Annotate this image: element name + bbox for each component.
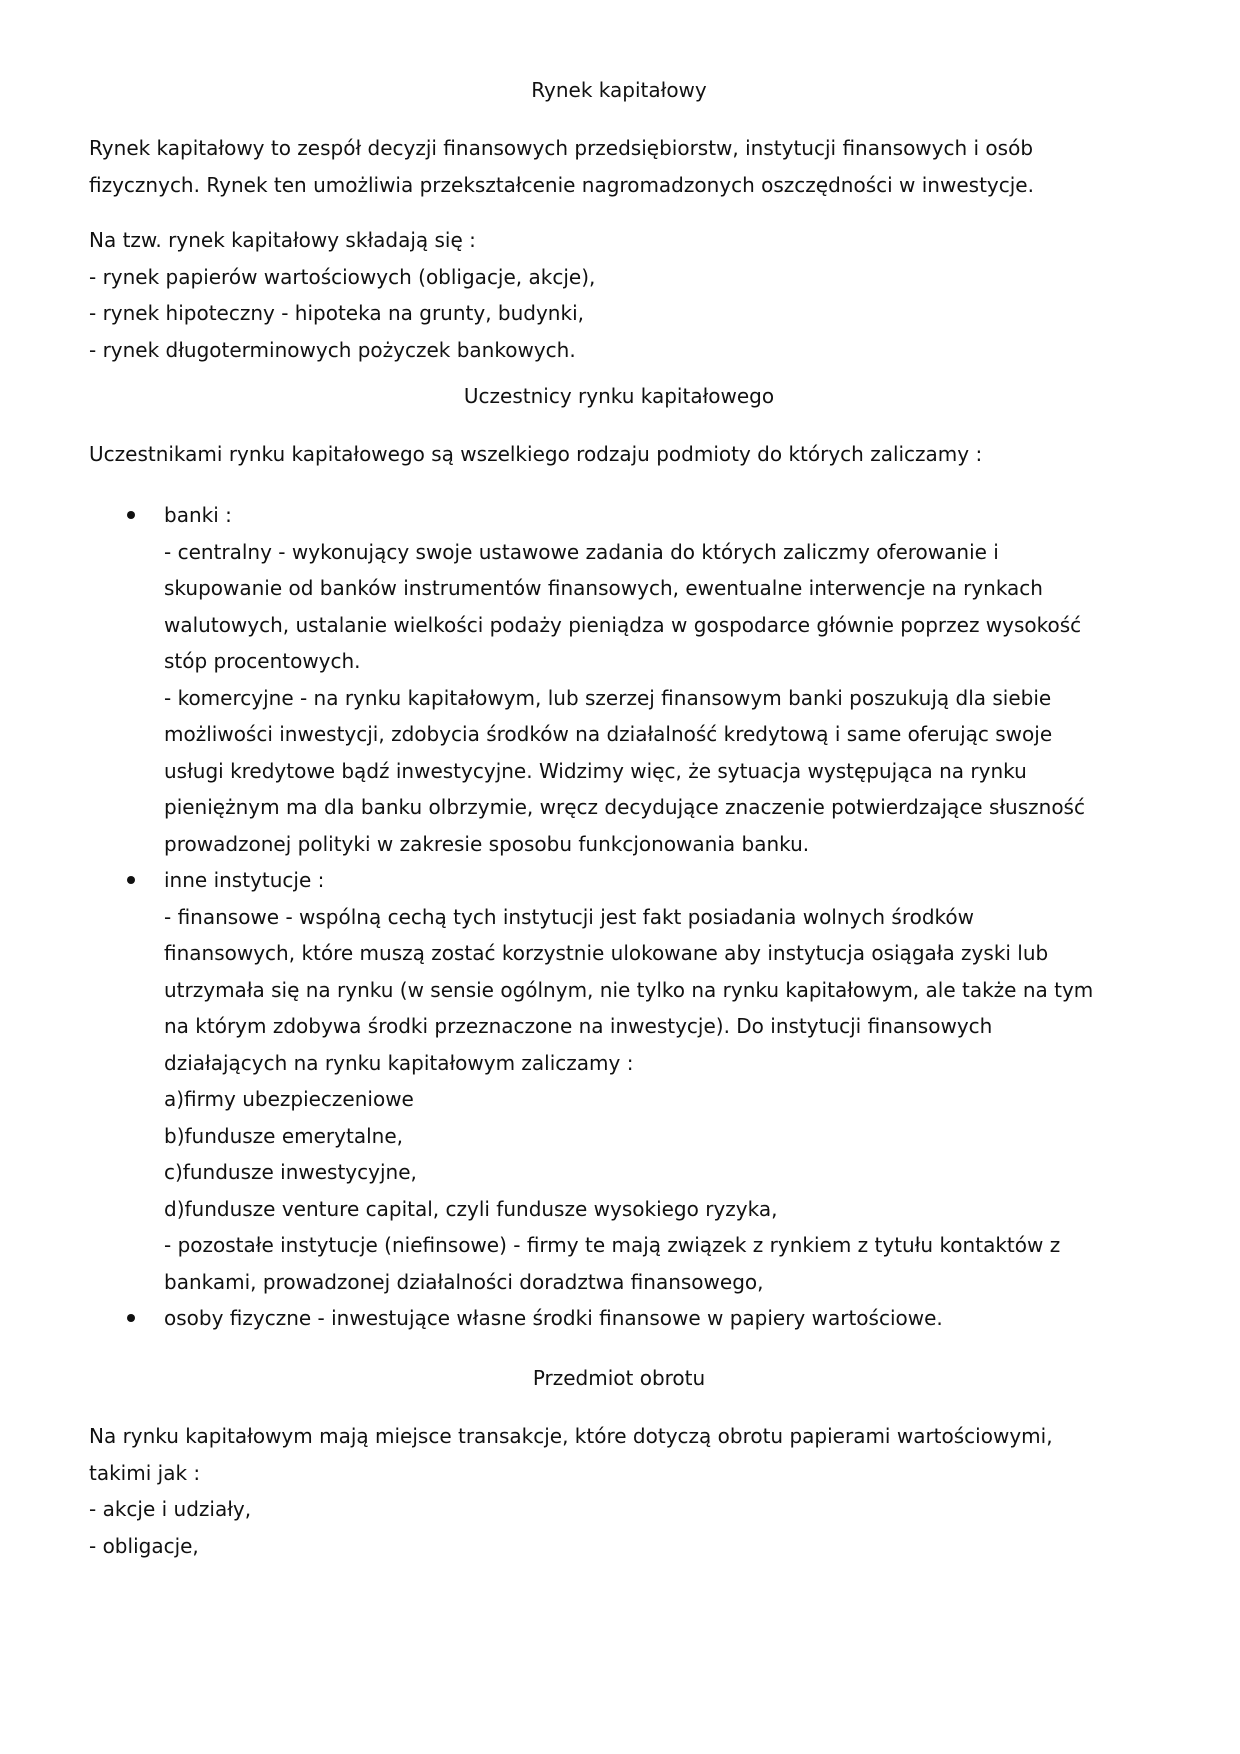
text-line: bankami, prowadzonej działalności doradztwa finansowego, bbox=[164, 1269, 764, 1294]
text-line: finansowych, które muszą zostać korzystnie ulokowane aby instytucja osiągała zyski lub bbox=[164, 941, 1049, 965]
text-line: b)fundusze emerytalne, bbox=[164, 1123, 403, 1148]
text-line: osoby fizyczne - inwestujące własne środki finansowe w papiery wartościowe. bbox=[164, 1306, 943, 1330]
text-line: Rynek kapitałowy to zespół decyzji finansowych przedsiębiorstw, instytucji finansowych i osób bbox=[89, 136, 1034, 160]
bullet-icon bbox=[127, 511, 135, 519]
components-paragraph bbox=[89, 222, 595, 368]
text-line: skupowanie od banków instrumentów finansowych, ewentualne interwencje na rynkach bbox=[164, 576, 1043, 600]
text-line: na którym zdobywa środki przeznaczone na inwestycje). Do instytucji finansowych bbox=[164, 1014, 993, 1038]
section-heading-participants: Uczestnicy rynku kapitałowego bbox=[463, 384, 775, 408]
text-line: walutowych, ustalanie wielkości podaży pieniądza w gospodarce głównie poprzez wysokość bbox=[164, 612, 1082, 637]
text-line: c)fundusze inwestycyjne, bbox=[164, 1160, 417, 1184]
text-line: banki : bbox=[164, 503, 232, 527]
text-line: - rynek długoterminowych pożyczek bankowych. bbox=[89, 337, 576, 362]
text-line: d)fundusze venture capital, czyli fundusze wysokiego ryzyka, bbox=[164, 1196, 778, 1221]
bullet-item-individuals bbox=[164, 1300, 943, 1337]
text-line: prowadzonej polityki w zakresie sposobu funkcjonowania banku. bbox=[164, 831, 810, 856]
text-line: takimi jak : bbox=[89, 1460, 201, 1485]
bullet-icon bbox=[127, 876, 135, 884]
text-line: - centralny - wykonujący swoje ustawowe zadania do których zaliczmy oferowanie i bbox=[164, 539, 999, 564]
trading-object-paragraph bbox=[89, 1418, 1053, 1564]
bullet-item-other-institutions bbox=[164, 862, 1093, 1300]
text-line: Uczestnikami rynku kapitałowego są wszelkiego rodzaju podmioty do których zaliczamy : bbox=[89, 442, 983, 466]
text-line: - rynek papierów wartościowych (obligacje, akcje), bbox=[89, 264, 596, 289]
text-line: - rynek hipoteczny - hipoteka na grunty, budynki, bbox=[89, 301, 584, 325]
text-line: Na tzw. rynek kapitałowy składają się : bbox=[89, 228, 476, 252]
text-line: pieniężnym ma dla banku olbrzymie, wręcz decydujące znaczenie potwierdzające słuszność bbox=[164, 795, 1085, 819]
bullet-icon bbox=[127, 1314, 135, 1322]
text-line: utrzymała się na rynku (w sensie ogólnym, nie tylko na rynku kapitałowym, ale także na tym bbox=[164, 977, 1094, 1002]
intro-paragraph bbox=[89, 130, 1034, 203]
section-heading-trading-object: Przedmiot obrotu bbox=[532, 1366, 706, 1390]
text-line: - finansowe - wspólną cechą tych instytucji jest fakt posiadania wolnych środków bbox=[164, 904, 974, 929]
participants-intro bbox=[89, 436, 982, 473]
text-line: - komercyjne - na rynku kapitałowym, lub szerzej finansowym banki poszukują dla siebie bbox=[164, 685, 1052, 710]
bullet-item-banks bbox=[164, 497, 1085, 862]
text-line: inne instytucje : bbox=[164, 868, 325, 892]
text-line: a)firmy ubezpieczeniowe bbox=[164, 1087, 414, 1111]
text-line: działających na rynku kapitałowym zaliczamy : bbox=[164, 1050, 634, 1075]
text-line: Na rynku kapitałowym mają miejsce transakcje, które dotyczą obrotu papierami wartościowymi, bbox=[89, 1424, 1053, 1448]
text-line: usługi kredytowe bądź inwestycyjne. Widzimy więc, że sytuacja występująca na rynku bbox=[164, 758, 1027, 783]
text-line: stóp procentowych. bbox=[164, 649, 361, 673]
text-line: - pozostałe instytucje (niefinsowe) - firmy te mają związek z rynkiem z tytułu kontaktów z bbox=[164, 1233, 1061, 1257]
text-line: fizycznych. Rynek ten umożliwia przekształcenie nagromadzonych oszczędności w inwestycje. bbox=[89, 172, 1034, 197]
text-line: - obligacje, bbox=[89, 1533, 199, 1558]
document-title: Rynek kapitałowy bbox=[531, 78, 707, 102]
text-line: - akcje i udziały, bbox=[89, 1497, 252, 1521]
text-line: możliwości inwestycji, zdobycia środków na działalność kredytową i same oferując swoje bbox=[164, 722, 1053, 746]
